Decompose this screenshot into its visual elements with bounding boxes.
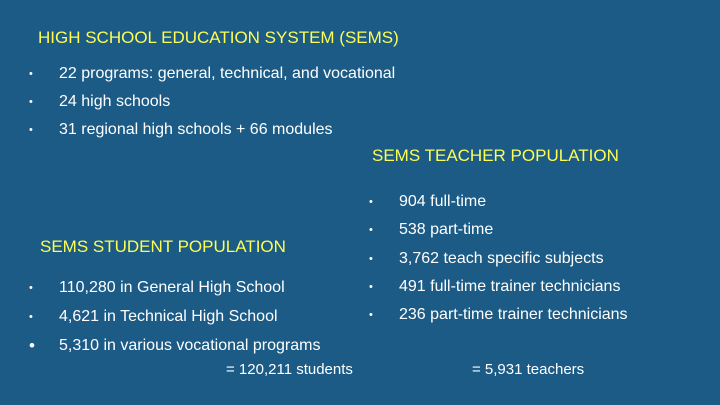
list-item-text: 24 high schools [59,93,171,110]
list-item [29,302,320,331]
bullet-icon: • [29,335,35,355]
list-item-text: 22 programs: general, technical, and vocational [59,65,396,82]
list-item [29,88,395,116]
list-item-text: 3,762 teach specific subjects [399,249,604,267]
list-item [369,301,628,329]
teacher-total: = 5,931 teachers [472,361,585,378]
list-item-text: 31 regional high schools + 66 modules [59,121,333,138]
bullet-icon: • [29,68,33,80]
list-item [369,188,628,216]
student-total: = 120,211 students [226,361,353,378]
list-item-text: 110,280 in General High School [59,278,285,296]
list-item [29,273,320,302]
list-item [369,273,628,301]
list-item [369,245,628,273]
bullet-icon: • [369,252,373,265]
list-item-text: 4,621 in Technical High School [59,307,278,325]
list-item-text: 491 full-time trainer technicians [399,278,621,296]
bullet-icon: • [369,309,373,322]
list-item [29,331,320,360]
bullet-icon: • [29,281,33,294]
list-item-text: 5,310 in various vocational programs [59,336,321,354]
list-item [29,116,395,144]
page-title: HIGH SCHOOL EDUCATION SYSTEM (SEMS) [38,28,399,47]
bullet-icon: • [29,96,33,108]
bullet-icon: • [369,281,373,294]
bullet-icon: • [369,196,373,209]
teacher-population-list [369,188,628,329]
overview-list [29,60,395,144]
bullet-icon: • [29,310,33,323]
list-item-text: 904 full-time [399,193,487,211]
list-item [29,60,395,88]
list-item-text: 236 part-time trainer technicians [399,306,628,324]
list-item [369,216,628,244]
bullet-icon: • [369,224,373,237]
student-population-list [29,273,320,360]
student-population-heading: SEMS STUDENT POPULATION [40,237,286,256]
bullet-icon: • [29,124,33,136]
list-item-text: 538 part-time [399,221,494,239]
teacher-population-heading: SEMS TEACHER POPULATION [372,146,619,165]
